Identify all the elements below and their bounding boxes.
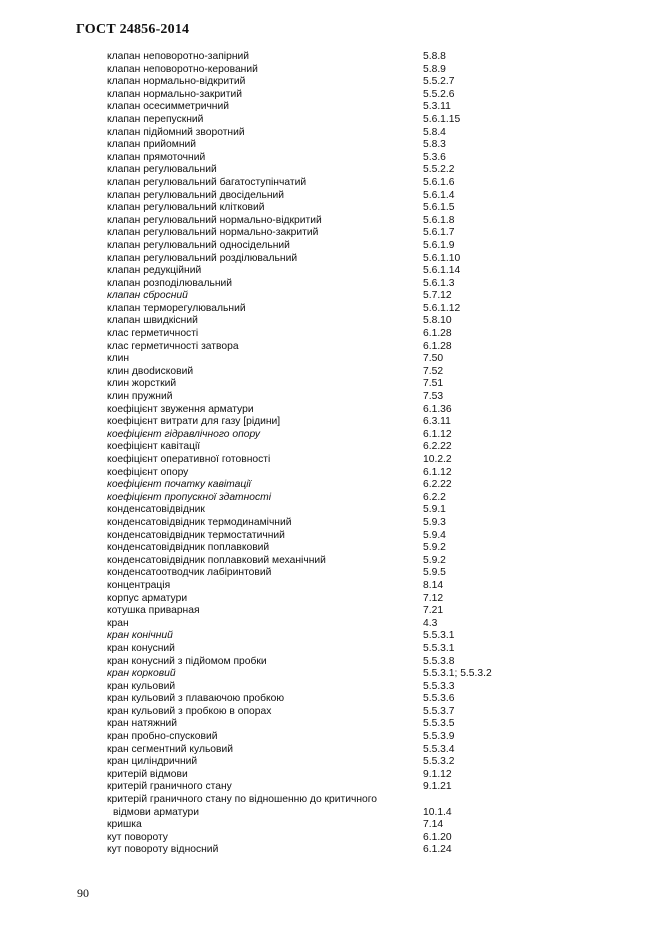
index-ref: 5.6.1.8 (423, 214, 455, 226)
index-entry (107, 253, 527, 266)
index-entry (107, 693, 527, 706)
index-term: коефіцієнт оперативної готовності (107, 454, 271, 465)
index-entry (107, 530, 527, 543)
index-term: клин двodисковий (107, 365, 194, 377)
index-entry (107, 315, 527, 328)
index-term: клапан регулювальний нормально-відкритий (107, 214, 322, 226)
index-ref: 4.3 (423, 617, 438, 629)
index-term: кран натяжний (107, 718, 178, 730)
index-entry (107, 164, 527, 177)
index-ref: 5.9.2 (423, 542, 446, 554)
index-term: корпус арматури (107, 592, 188, 604)
index-ref: 5.5.3.5 (423, 718, 455, 730)
index-ref: 5.9.2 (423, 554, 446, 566)
index-term: клапан регулювальний двосідельний (107, 189, 285, 201)
index-term: клапан осесимметричний (107, 101, 229, 113)
index-ref: 5.6.1.14 (423, 265, 461, 277)
index-entry (107, 479, 527, 492)
index-ref: 9.1.12 (423, 768, 452, 780)
index-entry (107, 467, 527, 480)
index-ref: 5.5.3.7 (423, 705, 455, 717)
index-term: конденсатоотводчик лабіринтовий (107, 567, 272, 579)
index-ref: 5.3.6 (423, 151, 446, 163)
index-term: кран конічний (107, 630, 173, 642)
index-entry (107, 378, 527, 391)
index-entry (107, 454, 527, 467)
index-entry (107, 190, 527, 203)
index-entry (107, 341, 527, 354)
index-ref: 6.1.24 (423, 844, 452, 856)
index-ref: 5.9.5 (423, 567, 446, 579)
index-ref: 5.5.3.1; 5.5.3.2 (423, 668, 492, 680)
index-ref: 7.12 (423, 592, 444, 604)
index-term: коефіцієнт звуження арматури (107, 403, 254, 415)
index-term: клапан неповоротно-керований (107, 63, 258, 75)
index-term: концентрація (107, 579, 171, 591)
index-ref: 6.2.22 (423, 441, 452, 453)
index-entry (107, 139, 527, 152)
index-entry (107, 668, 527, 681)
index-term: клапан прийомний (107, 139, 197, 151)
index-entry (107, 76, 527, 89)
index-entry (107, 832, 527, 845)
index-entry (107, 630, 527, 643)
index-term-line2: відмови арматури (113, 806, 200, 818)
index-ref: 5.6.1.4 (423, 189, 455, 201)
index-ref: 10.1.4 (423, 806, 452, 818)
index-entry (107, 177, 527, 190)
index-ref: 5.5.2.6 (423, 88, 455, 100)
index-ref: 5.5.3.8 (423, 655, 455, 667)
index-entry (107, 416, 527, 429)
index-entry (107, 643, 527, 656)
index-entry (107, 593, 527, 606)
index-ref: 5.6.1.10 (423, 252, 461, 264)
index-term: коефіцієнт кавітації (107, 441, 201, 453)
index-entry (107, 555, 527, 568)
index-term: клапан розподілювальний (107, 277, 233, 289)
index-term: конденсатовідвідник поплавковий (107, 542, 270, 554)
index-term: клапан регулювальний розділювальний (107, 252, 298, 264)
index-ref: 7.14 (423, 819, 444, 831)
index-term: кран конусний (107, 642, 175, 654)
index-ref: 6.1.36 (423, 403, 452, 415)
index-term: кран кульовий з пробкою в опорах (107, 705, 272, 717)
index-entry (107, 567, 527, 580)
index-ref: 6.1.20 (423, 831, 452, 843)
index-entry (107, 202, 527, 215)
index-term: клапан неповоротно-запірний (107, 51, 250, 62)
index-entry (107, 781, 527, 794)
index-term: кран сегментний кульовий (107, 743, 234, 755)
index-ref: 5.5.3.2 (423, 756, 455, 768)
index-ref: 5.5.3.1 (423, 642, 455, 654)
index-term: клин жорсткий (107, 378, 177, 390)
index-term: котушка приварная (107, 605, 200, 617)
index-term: клин пружний (107, 391, 173, 403)
index-term: кран конусний з підйомом пробки (107, 655, 267, 667)
index-entry (107, 731, 527, 744)
index-ref: 6.2.22 (423, 479, 452, 491)
index-term: кут повороту (107, 831, 168, 843)
index-term: коефіцієнт опору (107, 466, 189, 478)
index-term: клапан нормально-відкритий (107, 76, 246, 88)
index-term: кут повороту відносний (107, 844, 219, 856)
index-entry (107, 542, 527, 555)
index-ref: 5.9.3 (423, 516, 446, 528)
index-term: критерій граничного стану (107, 781, 232, 793)
index-ref: 10.2.2 (423, 454, 452, 465)
index-entry (107, 706, 527, 719)
index-entry (107, 605, 527, 618)
index-ref: 5.6.1.7 (423, 227, 455, 239)
index-term: конденсатовідвідник термодинамічний (107, 516, 292, 528)
index-term: конденсатовідвідник термостатичний (107, 529, 285, 541)
index-ref: 5.5.2.2 (423, 164, 455, 176)
index-entry (107, 756, 527, 769)
index-ref: 5.5.2.7 (423, 76, 455, 88)
index-term: коефіцієнт гідравлічного опору (107, 428, 261, 440)
index-entry (107, 152, 527, 165)
index-entry (107, 227, 527, 240)
index-term (107, 794, 423, 819)
index-term: клапан регулювальний (107, 164, 217, 176)
index-ref: 6.1.28 (423, 340, 452, 352)
index-term: конденсатовідвідник (107, 504, 205, 516)
document-header: ГОСТ 24856-2014 (76, 22, 190, 37)
index-term: клапан редукційний (107, 265, 202, 277)
index-term: клапан підйомний зворотний (107, 126, 245, 138)
index-entry (107, 769, 527, 782)
index-term: клин (107, 353, 130, 365)
index-entry (107, 517, 527, 530)
index-ref: 7.52 (423, 365, 444, 377)
index-entry (107, 89, 527, 102)
index-entry (107, 278, 527, 291)
index-ref: 5.6.1.3 (423, 277, 455, 289)
index-ref: 5.9.1 (423, 504, 446, 516)
index-entry (107, 265, 527, 278)
index-term: клапан швидкісний (107, 315, 198, 327)
index-entry (107, 328, 527, 341)
index-ref: 6.1.12 (423, 466, 452, 478)
index-ref: 9.1.21 (423, 781, 452, 793)
index-ref: 5.8.9 (423, 63, 446, 75)
index-ref: 5.5.3.4 (423, 743, 455, 755)
index-entry (107, 429, 527, 442)
index-term: клас герметичності (107, 328, 199, 340)
index-term: клас герметичності затвора (107, 340, 239, 352)
index-term: клапан перепускний (107, 113, 204, 125)
index-entry (107, 656, 527, 669)
index-entry (107, 391, 527, 404)
index-ref: 5.6.1.6 (423, 176, 455, 188)
index-entry (107, 441, 527, 454)
index-term: кран корковий (107, 668, 176, 680)
index-entry (107, 303, 527, 316)
index-term: кришка (107, 819, 142, 831)
index-entry (107, 101, 527, 114)
index-entry (107, 215, 527, 228)
index-ref: 5.5.3.9 (423, 731, 455, 743)
index-entry-wrapped (107, 794, 527, 819)
index-entry (107, 114, 527, 127)
index-term-line1: критерій граничного стану по відношенню до критичного (107, 794, 378, 806)
index-term: клапан нормально-закритий (107, 88, 243, 100)
index-term: клапан регулювальний клітковий (107, 202, 265, 214)
index-entry (107, 681, 527, 694)
index-ref: 6.3.11 (423, 416, 451, 428)
index-ref: 5.5.3.6 (423, 693, 455, 705)
index-ref: 5.6.1.15 (423, 113, 461, 125)
index-ref: 5.6.1.5 (423, 202, 455, 214)
index-term: критерій відмови (107, 768, 188, 780)
index-entry (107, 366, 527, 379)
index-ref: 7.53 (423, 391, 444, 403)
index-ref: 5.8.10 (423, 315, 452, 327)
index-term: кран (107, 617, 129, 629)
index-ref: 5.3.11 (423, 101, 451, 113)
index-ref: 5.7.12 (423, 290, 452, 302)
index-entry (107, 353, 527, 366)
index-term: коефіцієнт початку кавітації (107, 479, 251, 491)
index-ref: 6.2.2 (423, 491, 446, 503)
index-entry (107, 240, 527, 253)
index-entry (107, 51, 527, 64)
index-entry (107, 290, 527, 303)
index-ref: 6.1.12 (423, 428, 452, 440)
index-term: клапан регулювальний односідельний (107, 239, 290, 251)
index-ref: 7.51 (423, 378, 444, 390)
index-ref: 5.8.3 (423, 139, 446, 151)
index-entry (107, 404, 527, 417)
term-index (107, 51, 527, 857)
entries-list (107, 51, 527, 794)
index-term: конденсатовідвідник поплавковий механічний (107, 554, 326, 566)
index-ref: 7.21 (423, 605, 444, 617)
index-ref: 5.6.1.12 (423, 302, 461, 314)
index-ref: 7.50 (423, 353, 444, 365)
index-ref: 6.1.28 (423, 328, 452, 340)
index-ref: 5.5.3.3 (423, 680, 455, 692)
index-entry (107, 819, 527, 832)
index-ref: 5.8.8 (423, 51, 446, 62)
index-term: клапан прямоточний (107, 151, 206, 163)
index-term: клапан регулювальний багатоступінчатий (107, 176, 307, 188)
index-term: кран кульовий (107, 680, 176, 692)
index-term: коефіцієнт пропускної здатності (107, 491, 272, 503)
index-term: клапан терморегулювальний (107, 302, 246, 314)
index-entry (107, 580, 527, 593)
tail-entries-list (107, 819, 527, 857)
index-entry (107, 64, 527, 77)
index-entry (107, 504, 527, 517)
page-number: 90 (77, 886, 89, 900)
index-term: коефіцієнт витрати для газу [рідини] (107, 416, 281, 428)
index-term: кран кульовий з плаваючою пробкою (107, 693, 285, 705)
index-term: клапан сбросний (107, 290, 188, 302)
index-ref: 8.14 (423, 579, 444, 591)
index-entry (107, 618, 527, 631)
index-entry (107, 844, 527, 857)
index-term: кран циліндричний (107, 756, 198, 768)
index-entry (107, 718, 527, 731)
index-term: клапан регулювальний нормально-закритий (107, 227, 319, 239)
index-entry (107, 744, 527, 757)
index-ref: 5.6.1.9 (423, 239, 455, 251)
index-ref: 5.9.4 (423, 529, 446, 541)
index-entry (107, 127, 527, 140)
index-ref: 5.5.3.1 (423, 630, 455, 642)
index-entry (107, 492, 527, 505)
index-term: кран пробно-спусковий (107, 731, 218, 743)
index-ref: 5.8.4 (423, 126, 446, 138)
